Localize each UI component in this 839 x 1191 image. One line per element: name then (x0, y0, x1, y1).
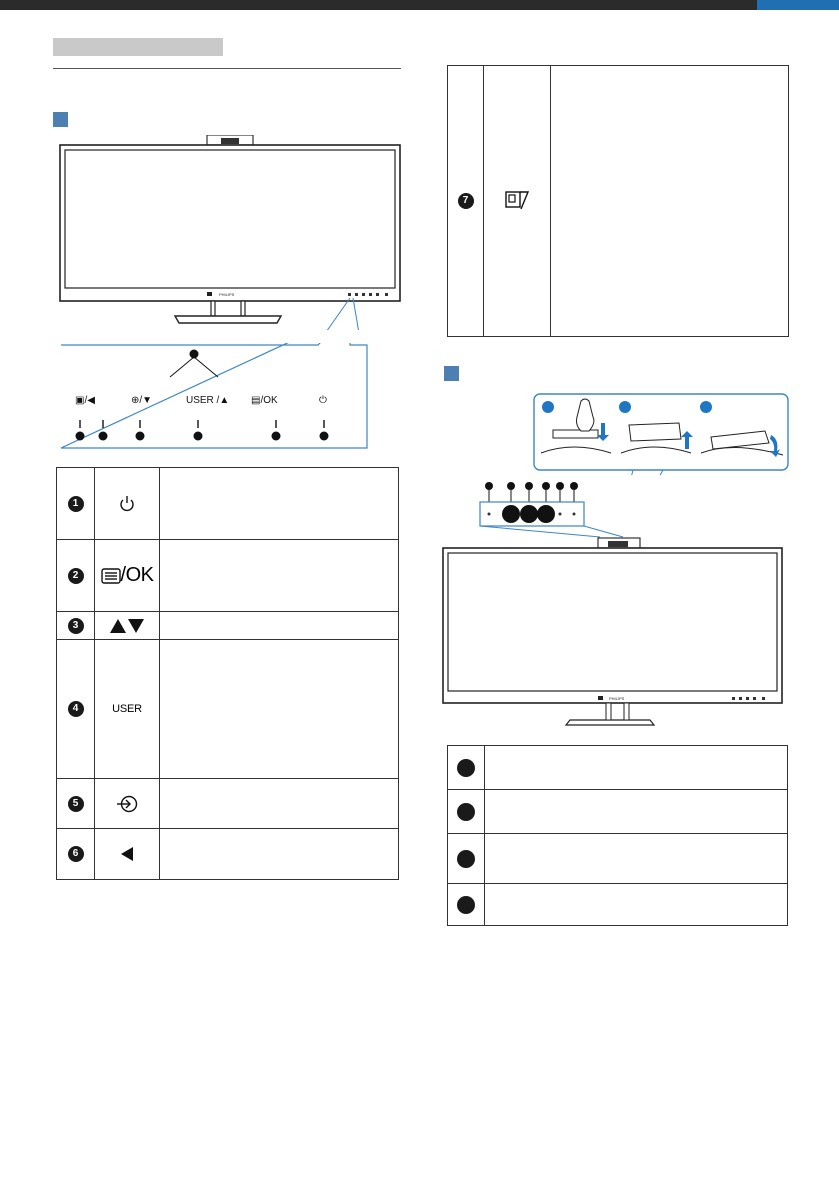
description-cell (485, 834, 788, 884)
legend-bullet (457, 896, 475, 914)
row-number: 6 (68, 846, 84, 862)
controls-callout (60, 343, 370, 451)
menu-icon (101, 568, 121, 584)
description-cell (160, 540, 399, 612)
table-row (448, 66, 789, 337)
controls-table (56, 467, 399, 880)
title-rule (53, 68, 401, 69)
description-cell (485, 746, 788, 790)
input-icon (95, 795, 159, 813)
svg-text:▣/◀: ▣/◀ (75, 395, 95, 406)
header-bar (0, 0, 839, 10)
description-cell (551, 66, 789, 337)
row-number: 1 (68, 496, 84, 512)
row-number: 2 (68, 568, 84, 584)
power-icon (95, 495, 159, 513)
description-cell (160, 468, 399, 540)
table-row (57, 779, 399, 829)
left-arrow-icon (95, 846, 159, 862)
table-row (448, 884, 788, 926)
svg-text:PHILIPS: PHILIPS (609, 696, 625, 701)
svg-text:⏻: ⏻ (319, 395, 327, 406)
description-cell (485, 790, 788, 834)
table-row (57, 468, 399, 540)
webcam-steps-callout (533, 393, 790, 475)
table-row (448, 834, 788, 884)
row-number: 4 (68, 701, 84, 717)
user-label: USER (112, 703, 142, 715)
description-cell (160, 612, 399, 640)
row-number: 7 (458, 193, 474, 209)
header-accent (757, 0, 839, 10)
section-marker-1 (53, 112, 68, 127)
section-marker-2 (444, 366, 459, 381)
svg-text:▤/OK: ▤/OK (251, 395, 278, 406)
table-row (448, 790, 788, 834)
monitor-front-illustration (55, 135, 405, 330)
webcam-legend-table (447, 745, 788, 926)
smartimage-icon (484, 191, 550, 211)
table-row (57, 540, 399, 612)
legend-bullet (457, 850, 475, 868)
table-row (448, 746, 788, 790)
legend-bullet (457, 803, 475, 821)
table-row (57, 612, 399, 640)
webcam-monitor-illustration (440, 480, 785, 730)
description-cell (160, 829, 399, 880)
svg-text:PHILIPS: PHILIPS (219, 292, 235, 297)
description-cell (160, 779, 399, 829)
svg-text:⊕/▼: ⊕/▼ (131, 395, 153, 406)
svg-text:USER /▲: USER /▲ (186, 395, 230, 406)
description-cell (485, 884, 788, 926)
section-title-placeholder (53, 38, 223, 56)
controls-table-continued (447, 65, 789, 337)
table-row (57, 829, 399, 880)
legend-bullet (457, 759, 475, 777)
description-cell (160, 640, 399, 779)
up-down-arrow-icon (95, 618, 159, 634)
table-row (57, 640, 399, 779)
row-number: 3 (68, 618, 84, 634)
row-number: 5 (68, 796, 84, 812)
ok-label: /OK (120, 564, 154, 586)
